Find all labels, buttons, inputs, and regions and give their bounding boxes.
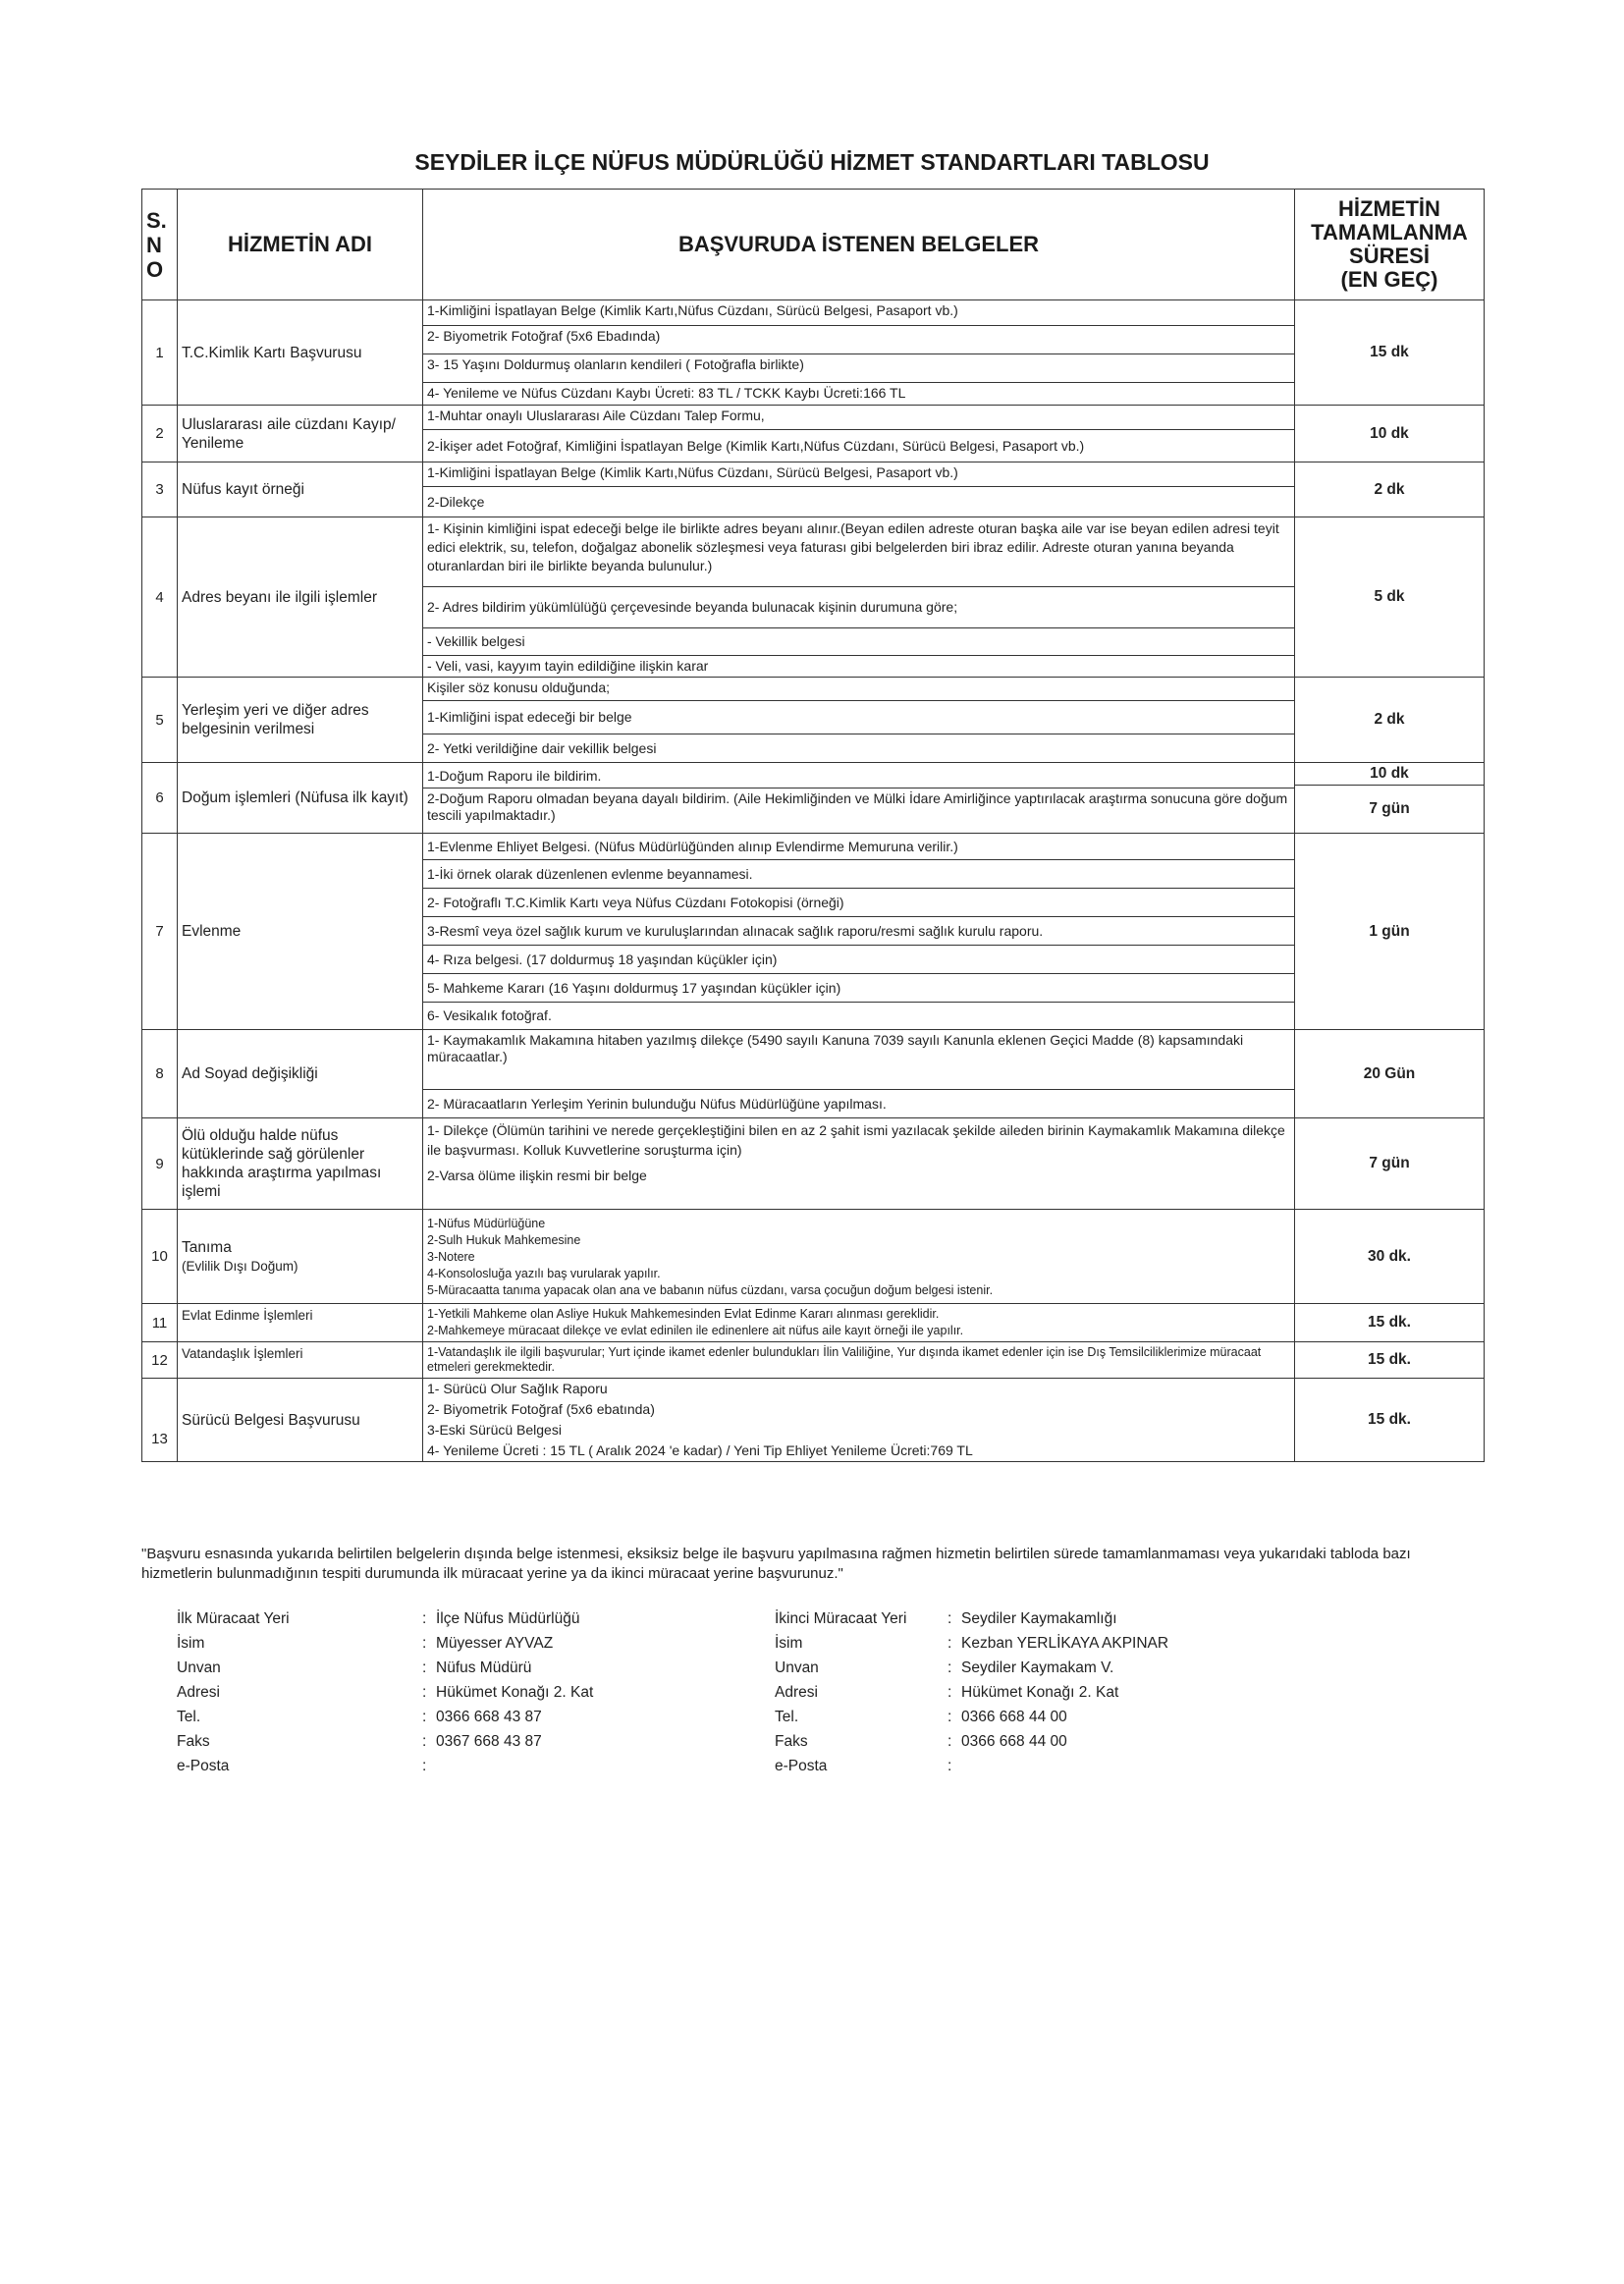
required-documents [423,300,1295,406]
contact-colon: : [422,1758,427,1774]
document-item: 1-Kimliğini İspatlayan Belge (Kimlik Kartı,Nüfus Cüzdanı, Sürücü Belgesi, Pasaport vb.) [423,462,1294,487]
document-item: 2- Biyometrik Fotoğraf (5x6 ebatında) [427,1401,655,1417]
document-item: 2- Müracaatların Yerleşim Yerinin bulunduğu Nüfus Müdürlüğüne yapılması. [427,1096,887,1112]
required-documents [423,517,1295,678]
row-number: 11 [142,1304,178,1342]
service-name: Evlenme [178,834,423,1030]
document-item: 5- Mahkeme Kararı (16 Yaşını doldurmuş 17 yaşından küçükler için) [423,974,1294,1003]
contact-value: 0366 668 44 00 [961,1709,1067,1725]
header-service-name: HİZMETİN ADI [178,190,423,300]
contact-colon: : [947,1733,952,1750]
table-row [142,1210,1485,1304]
document-item: 4- Yenileme Ücreti : 15 TL ( Aralık 2024 'e kadar) / Yeni Tip Ehliyet Yenileme Ücreti:769 TL [427,1442,973,1458]
contact-row [177,1606,593,1631]
required-documents [423,406,1295,462]
document-item: 3-Notere [427,1250,475,1264]
table-row [142,300,1485,406]
service-name: T.C.Kimlik Kartı Başvurusu [178,300,423,406]
table-row [142,1030,1485,1118]
document-title: SEYDİLER İLÇE NÜFUS MÜDÜRLÜĞÜ HİZMET STANDARTLARI TABLOSU [414,149,1210,175]
document-item: 6- Vesikalık fotoğraf. [427,1007,552,1023]
completion-time: 20 Gün [1295,1030,1485,1118]
completion-time: 2 dk [1295,678,1485,763]
contact-value: Seydiler Kaymakamlığı [961,1610,1117,1627]
required-documents [423,678,1295,763]
row-number: 12 [142,1342,178,1379]
second-application-contact [775,1606,1168,1778]
document-item: 2- Fotoğraflı T.C.Kimlik Kartı veya Nüfus Cüzdanı Fotokopisi (örneği) [423,889,1294,917]
document-item: 4- Rıza belgesi. (17 doldurmuş 18 yaşından küçükler için) [423,946,1294,974]
contact-label: Unvan [177,1659,221,1676]
document-item: - Veli, vasi, kayyım tayin edildiğine ilişkin karar [427,658,709,674]
service-standards-table [141,189,1485,1462]
document-item: 2-Sulh Hukuk Mahkemesine [427,1233,581,1247]
document-item: 3-Resmî veya özel sağlık kurum ve kuruluşlarından alınacak sağlık raporu/resmi sağlık kurulu raporu. [423,917,1294,946]
required-documents [423,1030,1295,1118]
document-item: 1-Vatandaşlık ile ilgili başvurular; Yurt içinde ikamet edenler bulundukları İlin Valiliğine, Yur dışında ikamet edenler için ise Dış Temsilciliklerimize müracaat etmeleri gerekmektedir. [427,1345,1262,1374]
service-name: Uluslararası aile cüzdanı Kayıp/ Yenileme [178,406,423,462]
contact-row [775,1680,1168,1705]
document-item: 1-Yetkili Mahkeme olan Asliye Hukuk Mahkemesinden Evlat Edinme Kararı alınması gereklidir. [427,1307,940,1321]
row-number: 6 [142,763,178,834]
service-name: Sürücü Belgesi Başvurusu [178,1379,423,1462]
document-item: 3-Eski Sürücü Belgesi [427,1422,562,1438]
contact-colon: : [947,1610,952,1627]
completion-time: 10 dk [1295,406,1485,462]
contact-colon: : [422,1635,427,1652]
contact-row [177,1656,593,1680]
row-number: 1 [142,300,178,406]
document-item: 1-Doğum Raporu ile bildirim. [423,766,1294,789]
row-number: 8 [142,1030,178,1118]
completion-time-declaration: 7 gün [1369,800,1410,817]
document-item: 1-İki örnek olarak düzenlenen evlenme beyannamesi. [423,860,1294,889]
document-item: 2- Adres bildirim yükümlülüğü çerçevesinde beyanda bulunacak kişinin durumuna göre; [423,587,1294,628]
row-number: 5 [142,678,178,763]
table-row [142,678,1485,763]
contact-value: 0367 668 43 87 [436,1733,542,1750]
service-name: Yerleşim yeri ve diğer adres belgesinin verilmesi [178,678,423,763]
row-number: 4 [142,517,178,678]
table-row [142,1379,1485,1462]
contact-value: İlçe Nüfus Müdürlüğü [436,1610,580,1627]
document-item: 2-İkişer adet Fotoğraf, Kimliğini İspatlayan Belge (Kimlik Kartı,Nüfus Cüzdanı, Sürücü Belgesi, Pasaport vb.) [427,438,1085,454]
footnote: "Başvuru esnasında yukarıda belirtilen belgelerin dışında belge istenmesi, eksiksiz belge ile başvuru yapılmasına rağmen hizmetin belirtilen sürede tamamlanmaması veya yukarıdaki tabloda bazı hizmetlerin bulunmadığının tespiti durumunda ilk müracaat yerine ya da ikinci müracaat yerine başvurunuz." [141,1546,1411,1582]
contact-row [177,1754,593,1778]
completion-time: 5 dk [1295,517,1485,678]
contact-label: Adresi [177,1684,220,1701]
document-item: 1-Kimliğini İspatlayan Belge (Kimlik Kartı,Nüfus Cüzdanı, Sürücü Belgesi, Pasaport vb.) [423,300,1294,326]
document-item: 2-Dilekçe [427,494,485,510]
row-number: 7 [142,834,178,1030]
contact-label: Faks [177,1733,210,1750]
contact-colon: : [422,1610,427,1627]
contact-label: İsim [775,1635,803,1652]
contact-row [177,1729,593,1754]
required-documents [423,1210,1295,1304]
table-row [142,517,1485,678]
table-row [142,1118,1485,1210]
row-number: 3 [142,462,178,517]
contact-colon: : [422,1709,427,1725]
contact-label: Adresi [775,1684,818,1701]
completion-time-report: 10 dk [1295,763,1484,786]
header-required-documents: BAŞVURUDA İSTENEN BELGELER [423,190,1295,300]
service-name: Ad Soyad değişikliği [178,1030,423,1118]
document-item: Kişiler söz konusu olduğunda; [423,678,1294,701]
contact-value: Nüfus Müdürü [436,1659,532,1676]
required-documents [423,1304,1295,1342]
service-name-sub: (Evlilik Dışı Doğum) [182,1258,298,1274]
document-item: 1-Evlenme Ehliyet Belgesi. (Nüfus Müdürlüğünden alınıp Evlendirme Memuruna verilir.) [423,834,1294,860]
contact-value: 0366 668 43 87 [436,1709,542,1725]
service-name: Doğum işlemleri (Nüfusa ilk kayıt) [178,763,423,834]
first-application-contact [177,1606,593,1778]
row-number: 13 [142,1379,178,1462]
contact-row [775,1754,1168,1778]
header-completion-time: HİZMETİN TAMAMLANMA SÜRESİ (EN GEÇ) [1295,190,1485,300]
document-item: 2- Biyometrik Fotoğraf (5x6 Ebadında) [423,326,1294,354]
document-item: 3- 15 Yaşını Doldurmuş olanların kendileri ( Fotoğrafla birlikte) [423,354,1294,383]
contact-colon: : [422,1733,427,1750]
contact-colon: : [422,1684,427,1701]
completion-time: 15 dk. [1295,1342,1485,1379]
service-name-main: Tanıma [182,1238,232,1256]
contact-label: İsim [177,1635,205,1652]
document-item: 2- Yetki verildiğine dair vekillik belgesi [427,740,657,756]
document-item: 1- Dilekçe (Ölümün tarihini ve nerede gerçekleştiğini bilen en az 2 şahit ismi yazılacak şekilde aileden birinin Kaymakamlık Makamına dilekçe ile başvurması. Kolluk Kuvvetlerine soruşturma için) [427,1122,1285,1158]
row-number: 10 [142,1210,178,1304]
contact-value: 0366 668 44 00 [961,1733,1067,1750]
contact-colon: : [422,1659,427,1676]
contact-row [775,1656,1168,1680]
document-item: - Vekillik belgesi [423,628,1294,656]
completion-time: 15 dk. [1295,1304,1485,1342]
contact-colon: : [947,1709,952,1725]
completion-time: 30 dk. [1295,1210,1485,1304]
required-documents [423,834,1295,1030]
required-documents [423,1379,1295,1462]
contact-label: Tel. [775,1709,799,1725]
contact-value: Müyesser AYVAZ [436,1635,554,1652]
table-row [142,462,1485,517]
document-item: 2-Varsa ölüme ilişkin resmi bir belge [427,1168,647,1183]
completion-time: 2 dk [1295,462,1485,517]
completion-time: 15 dk [1295,300,1485,406]
contact-value: Kezban YERLİKAYA AKPINAR [961,1635,1169,1652]
service-name: Adres beyanı ile ilgili işlemler [178,517,423,678]
contact-colon: : [947,1635,952,1652]
table-row [142,834,1485,1030]
required-documents [423,462,1295,517]
document-item: 1-Nüfus Müdürlüğüne [427,1217,546,1230]
contact-label: Tel. [177,1709,201,1725]
contact-value: Seydiler Kaymakam V. [961,1659,1114,1676]
required-documents [423,1118,1295,1210]
contact-row [775,1729,1168,1754]
contact-row [775,1705,1168,1729]
contact-row [177,1680,593,1705]
document-item: 1-Muhtar onaylı Uluslararası Aile Cüzdanı Talep Formu, [423,406,1294,430]
contact-label: e-Posta [775,1758,828,1774]
service-name: Ölü olduğu halde nüfus kütüklerinde sağ görülenler hakkında araştırma yapılması işlemi [178,1118,423,1210]
completion-time: 1 gün [1295,834,1485,1030]
contact-row [177,1705,593,1729]
row-number: 9 [142,1118,178,1210]
contact-colon: : [947,1684,952,1701]
service-name: Nüfus kayıt örneği [178,462,423,517]
service-name: Evlat Edinme İşlemleri [178,1304,423,1342]
document-item: 1-Kimliğini ispat edeceği bir belge [423,701,1294,734]
document-item: 4- Yenileme ve Nüfus Cüzdanı Kaybı Ücreti: 83 TL / TCKK Kaybı Ücreti:166 TL [427,385,906,401]
completion-time: 7 gün [1295,1118,1485,1210]
completion-time: 15 dk. [1295,1379,1485,1462]
row-number: 2 [142,406,178,462]
contact-value: Hükümet Konağı 2. Kat [436,1684,594,1701]
service-name: Vatandaşlık İşlemleri [178,1342,423,1379]
header-sno: S. N O [142,190,178,300]
document-item: 2-Mahkemeye müracaat dilekçe ve evlat edinilen ile edinenlere ait nüfus aile kayıt örneği ile yapılır. [427,1324,964,1337]
document-item: 1- Kaymakamlık Makamına hitaben yazılmış dilekçe (5490 sayılı Kanuna 7039 sayılı Kanunla eklenen Geçici Madde (8) kapsamındaki müracaatlar.) [423,1030,1294,1090]
completion-time [1295,763,1485,834]
document-item: 5-Müracaatta tanıma yapacak olan ana ve babanın nüfus cüzdanı, varsa çocuğun doğum belgesi istenir. [427,1283,994,1297]
required-documents [423,1342,1295,1379]
contact-value: Hükümet Konağı 2. Kat [961,1684,1119,1701]
table-row [142,1304,1485,1342]
document-item: 2-Doğum Raporu olmadan beyana dayalı bildirim. (Aile Hekimliğinden ve Mülki İdare Amirliğince yaptırılacak araştırma sonucuna göre doğum tescili yapılmaktadır.) [427,790,1288,823]
contact-label: Faks [775,1733,808,1750]
document-item: 1- Kişinin kimliğini ispat edeceği belge ile birlikte adres beyanı alınır.(Beyan edilen adreste oturan başka aile var ise beyan edilen adresi teyit edici elektrik, su, telefon, doğalgaz abonelik sözleşmesi veya faturası gibi belgelerden biri ibraz edilir. Adreste oturan yanına beyanda oturanlardan biri ile birlikte beyanda bulunulur.) [423,517,1294,587]
table-row [142,406,1485,462]
document-item: 4-Konsolosluğa yazılı baş vurularak yapılır. [427,1267,661,1280]
table-row [142,1342,1485,1379]
contact-colon: : [947,1659,952,1676]
contact-label: İkinci Müracaat Yeri [775,1610,907,1627]
required-documents [423,763,1295,834]
table-header-row [142,190,1485,300]
contact-label: İlk Müracaat Yeri [177,1610,290,1627]
document-item: 1- Sürücü Olur Sağlık Raporu [427,1381,608,1396]
contact-row [775,1631,1168,1656]
contact-label: Unvan [775,1659,819,1676]
table-row [142,763,1485,834]
contact-label: e-Posta [177,1758,230,1774]
service-name [178,1210,423,1304]
contact-colon: : [947,1758,952,1774]
contact-row [177,1631,593,1656]
contact-row [775,1606,1168,1631]
